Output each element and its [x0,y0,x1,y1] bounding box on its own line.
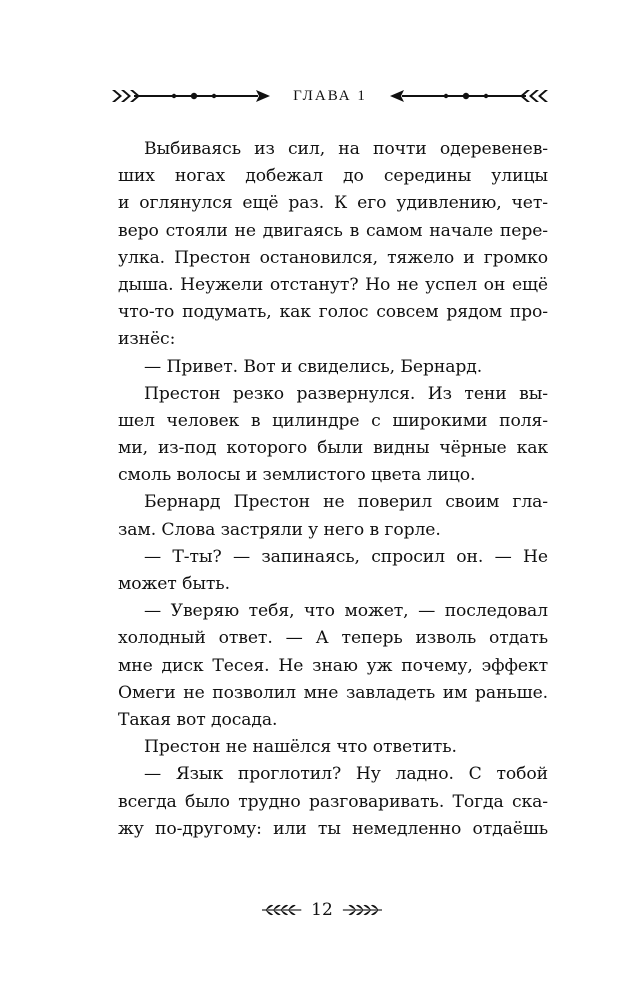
text-line: Такая вот досада. [118,709,278,730]
text-line: шел человек в цилиндре с широкими поля- [118,410,548,431]
text-line: дыша. Неужели отстанут? Но не успел он ещё [118,274,548,295]
text-line: всегда было трудно разговаривать. Тогда ска- [118,791,548,812]
text-line: мне диск Тесея. Не знаю уж почему, эффект [118,655,548,676]
text-line: изнёс: [118,329,176,350]
text-line: — Привет. Вот и свиделись, Бернард. [144,356,483,377]
page-number: 12 [311,900,333,920]
left-laurel-ornament-icon [262,902,303,918]
text-line: — Т-ты? — запинаясь, спросил он. — Не [144,546,548,567]
text-line: Омеги не позволил мне завладеть им раньше. [118,682,548,703]
body-text [118,136,548,843]
text-line: что-то подумать, как голос совсем рядом про- [118,302,548,323]
text-line: Бернард Престон не поверил своим гла- [144,492,548,513]
text-line: Престон резко развернулся. Из тени вы- [144,383,548,404]
text-line: веро стояли не двигаясь в самом начале пере- [118,220,548,241]
text-line: — Язык проглотил? Ну ладно. С тобой [144,764,548,785]
text-line: холодный ответ. — А теперь изволь отдать [118,628,548,649]
text-line: зам. Слова застряли у него в горле. [118,519,441,540]
text-line: жу по-другому: или ты немедленно отдаёшь [118,818,548,839]
text-line: ших ногах добежал до середины улицы [118,166,548,187]
right-laurel-ornament-icon [341,902,382,918]
left-arrow-ornament-icon [112,86,270,106]
text-line: Выбиваясь из сил, на почти одеревенев- [144,139,548,159]
text-line: улка. Престон остановился, тяжело и громко [118,247,548,268]
chapter-title: ГЛАВА 1 [293,87,367,104]
running-header [112,78,548,114]
text-line: — Уверяю тебя, что может, — последовал [144,601,548,622]
text-line: смоль волосы и землистого цвета лицо. [118,465,476,486]
text-line: и оглянулся ещё раз. К его удивлению, чет- [118,193,548,214]
text-line: может быть. [118,574,230,594]
text-line: Престон не нашёлся что ответить. [144,737,457,758]
text-line: ми, из-под которого были видны чёрные как [118,438,548,459]
right-arrow-ornament-icon [390,86,548,106]
page-footer [262,898,382,922]
